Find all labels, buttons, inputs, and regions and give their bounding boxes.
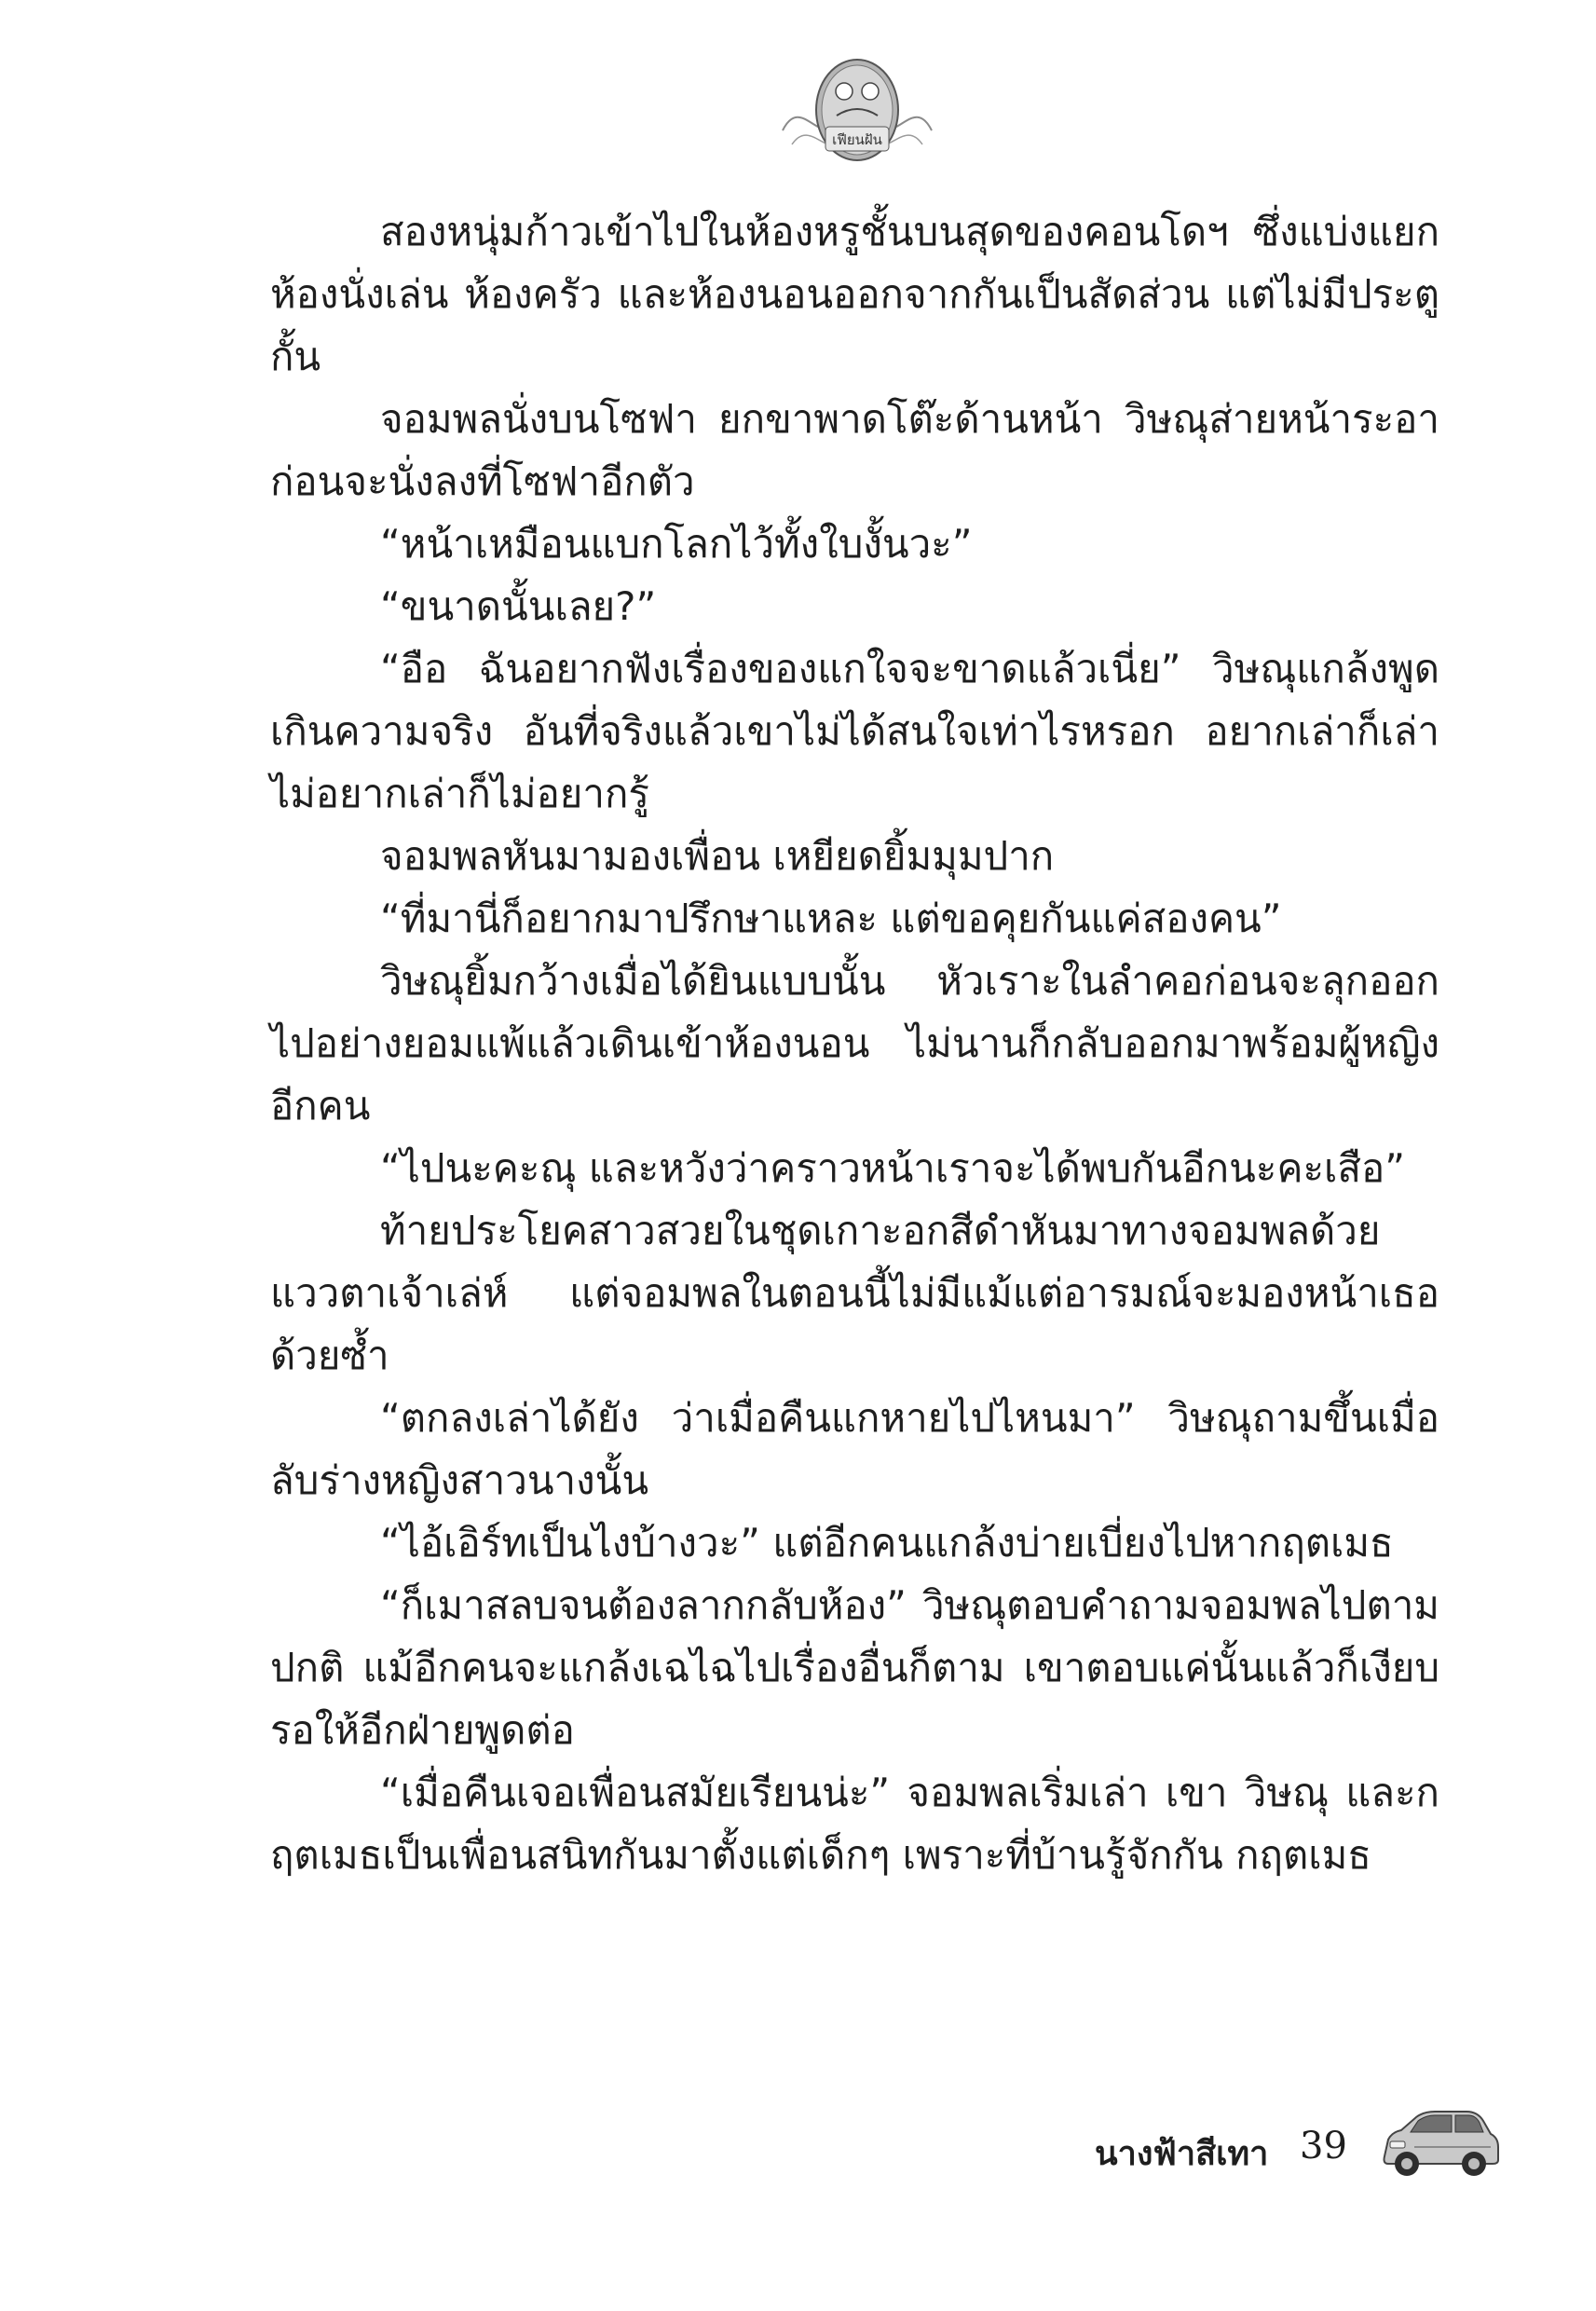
emblem-logo	[764, 37, 950, 186]
paragraph: “เมื่อคืนเจอเพื่อนสมัยเรียนน่ะ” จอมพลเริ่มเล่า เขา วิษณุ และกฤตเมธเป็นเพื่อนสนิทกันมาตั้งแต่เด็กๆ เพราะที่บ้านรู้จักกัน กฤตเมธ	[270, 1770, 1439, 1878]
paragraph: ท้ายประโยคสาวสวยในชุดเกาะอกสีดำหันมาทางจอมพลด้วยแววตาเจ้าเล่ห์ แต่จอมพลในตอนนี้ไม่มีแม้แต่อารมณ์จะมองหน้าเธอด้วยซ้ำ	[270, 1208, 1439, 1378]
paragraph: “ที่มานี่ก็อยากมาปรึกษาแหละ แต่ขอคุยกันแค่สองคน”	[380, 896, 1282, 941]
car-icon	[1377, 2099, 1503, 2184]
paragraph: จอมพลนั่งบนโซฟา ยกขาพาดโต๊ะด้านหน้า วิษณุส่ายหน้าระอาก่อนจะนั่งลงที่โซฟาอีกตัว	[270, 396, 1439, 504]
running-footer-title: นางฟ้าสีเทา	[1095, 2135, 1269, 2173]
paragraph: “อือ ฉันอยากฟังเรื่องของแกใจจะขาดแล้วเนี่ย” วิษณุแกล้งพูดเกินความจริง อันที่จริงแล้วเขาไม่ได้สนใจเท่าไรหรอก อยากเล่าก็เล่าไม่อยากเล่าก็ไม่อยากรู้	[270, 646, 1439, 816]
paragraph: จอมพลหันมามองเพื่อน เหยียดยิ้มมุมปาก	[380, 833, 1055, 879]
paragraph: สองหนุ่มก้าวเข้าไปในห้องหรูชั้นบนสุดของคอนโดฯ ซึ่งแบ่งแยกห้องนั่งเล่น ห้องครัว และห้องนอนออกจากกันเป็นสัดส่วน แต่ไม่มีประตูกั้น	[270, 209, 1439, 379]
page-number: 39	[1300, 2125, 1347, 2167]
chapter-text	[270, 200, 1439, 1886]
paragraph: “ตกลงเล่าได้ยัง ว่าเมื่อคืนแกหายไปไหนมา” วิษณุถามขึ้นเมื่อลับร่างหญิงสาวนางนั้น	[270, 1395, 1439, 1503]
paragraph: “หน้าเหมือนแบกโลกไว้ทั้งใบงั้นวะ”	[380, 521, 973, 567]
paragraph: “ไอ้เอิร์ทเป็นไงบ้างวะ” แต่อีกคนแกล้งบ่ายเบี่ยงไปหากฤตเมธ	[380, 1520, 1394, 1566]
paragraph: วิษณุยิ้มกว้างเมื่อได้ยินแบบนั้น หัวเราะในลำคอก่อนจะลุกออกไปอย่างยอมแพ้แล้วเดินเข้าห้องนอน ไม่นานก็กลับออกมาพร้อมผู้หญิงอีกคน	[270, 958, 1439, 1128]
emblem-label: เฟียนฝัน	[832, 131, 882, 148]
paragraph: “ก็เมาสลบจนต้องลากกลับห้อง” วิษณุตอบคำถามจอมพลไปตามปกติ แม้อีกคนจะแกล้งเฉไฉไปเรื่องอื่นก็ตาม เขาตอบแค่นั้นแล้วก็เงียบรอให้อีกฝ่ายพูดต่อ	[270, 1582, 1439, 1753]
paragraph: “ขนาดนั้นเลย?”	[380, 583, 657, 629]
paragraph: “ไปนะคะณุ และหวังว่าคราวหน้าเราจะได้พบกันอีกนะคะเสือ”	[380, 1145, 1405, 1191]
